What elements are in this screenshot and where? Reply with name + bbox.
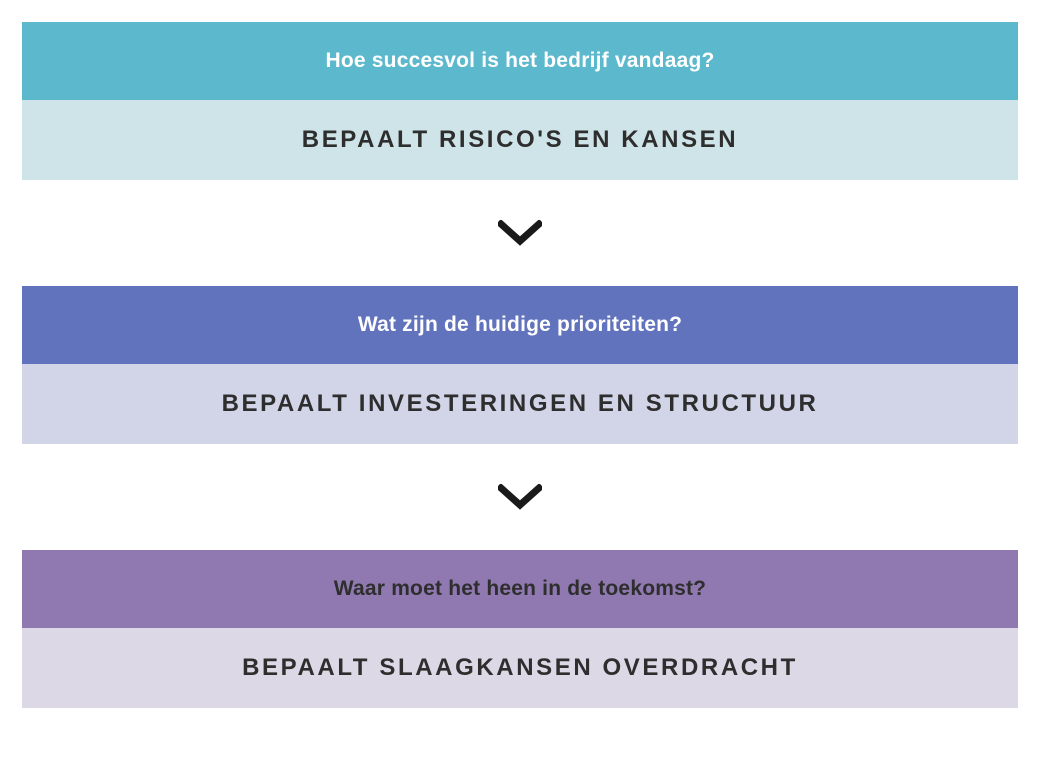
flow-block-3-outcome: BEPAALT SLAAGKANSEN OVERDRACHT bbox=[242, 654, 798, 681]
chevron-down-icon bbox=[498, 220, 542, 246]
flow-block-3-outcome-bar bbox=[22, 628, 1018, 708]
flow-block-1-outcome: BEPAALT RISICO'S EN KANSEN bbox=[301, 126, 739, 153]
flow-block-3-question: Waar moet het heen in de toekomst? bbox=[333, 577, 707, 600]
flow-block-2-question-bar bbox=[22, 286, 1018, 364]
flow-block-2-outcome-bar bbox=[22, 364, 1018, 444]
flow-block-3 bbox=[22, 550, 1018, 708]
flow-connector-2 bbox=[22, 444, 1018, 550]
flow-block-3-question-bar bbox=[22, 550, 1018, 628]
flow-block-2 bbox=[22, 286, 1018, 444]
flow-connector-1 bbox=[22, 180, 1018, 286]
chevron-down-icon bbox=[498, 484, 542, 510]
flow-block-1-outcome-bar bbox=[22, 100, 1018, 180]
flow-block-2-question: Wat zijn de huidige prioriteiten? bbox=[357, 313, 683, 336]
flow-block-1 bbox=[22, 22, 1018, 180]
flow-block-1-question-bar bbox=[22, 22, 1018, 100]
flow-block-2-outcome: BEPAALT INVESTERINGEN EN STRUCTUUR bbox=[221, 390, 819, 417]
flow-block-1-question: Hoe succesvol is het bedrijf vandaag? bbox=[325, 49, 715, 72]
